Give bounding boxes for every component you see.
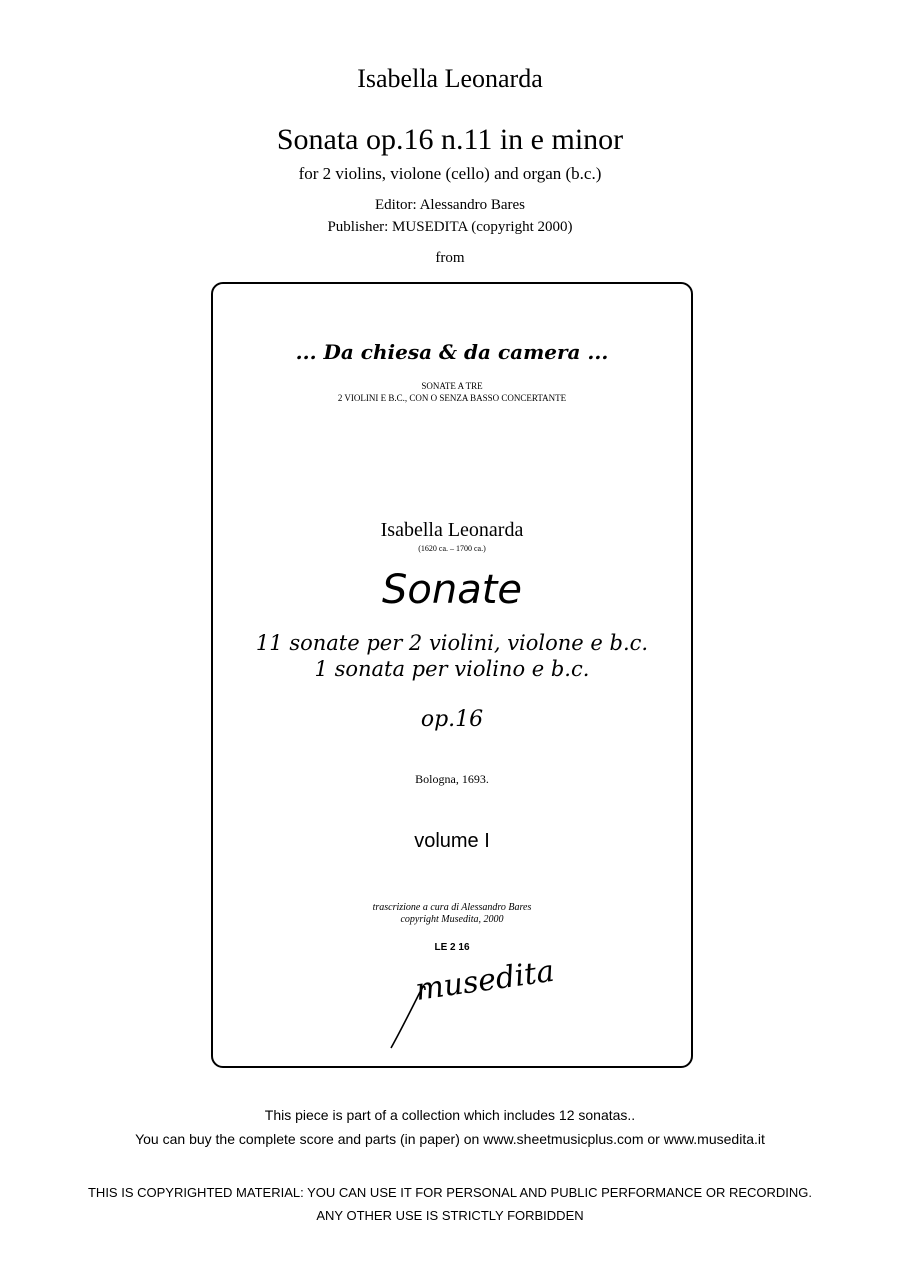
series-subtitle: 2 VIOLINI E B.C., CON O SENZA BASSO CONCERTANTE: [337, 393, 567, 403]
opus-number: op.16: [420, 707, 484, 732]
volume-label: volume I: [414, 830, 490, 852]
cover-composer: Isabella Leonarda: [380, 519, 524, 541]
collection-note: This piece is part of a collection which includes 12 sonatas..: [264, 1107, 636, 1123]
editor-credit: Editor: Alessandro Bares: [375, 197, 525, 213]
copyright-credit: copyright Musedita, 2000: [400, 914, 504, 925]
publisher-credit: Publisher: MUSEDITA (copyright 2000): [327, 219, 573, 235]
cover-title: Sonate: [381, 567, 523, 613]
purchase-note: You can buy the complete score and parts (in paper) on www.sheetmusicplus.com or www.musedita.it: [135, 1131, 765, 1147]
cover-description: 1 sonata per violino e b.c.: [314, 657, 590, 681]
piece-title: Sonata op.16 n.11 in e minor: [276, 123, 624, 156]
place-date: Bologna, 1693.: [415, 772, 489, 786]
cover-description: 11 sonate per 2 violini, violone e b.c.: [255, 631, 649, 655]
copyright-notice: THIS IS COPYRIGHTED MATERIAL: YOU CAN USE IT FOR PERSONAL AND PUBLIC PERFORMANCE OR RECORDING.: [87, 1185, 813, 1200]
series-subtitle: SONATE A TRE: [421, 381, 483, 391]
composer-dates: (1620 ca. – 1700 ca.): [418, 544, 486, 553]
catalog-code: LE 2 16: [434, 942, 470, 953]
composer-name: Isabella Leonarda: [357, 64, 543, 93]
copyright-notice: ANY OTHER USE IS STRICTLY FORBIDDEN: [316, 1208, 584, 1223]
instrumentation: for 2 violins, violone (cello) and organ (b.c.): [298, 164, 602, 183]
series-title: ... Da chiesa & da camera ...: [295, 340, 609, 364]
musedita-logo: [383, 953, 557, 1054]
collection-cover: [211, 282, 693, 1068]
svg-text:musedita: musedita: [413, 953, 557, 1008]
from-label: from: [435, 250, 465, 266]
transcription-credit: trascrizione a cura di Alessandro Bares: [372, 902, 532, 913]
